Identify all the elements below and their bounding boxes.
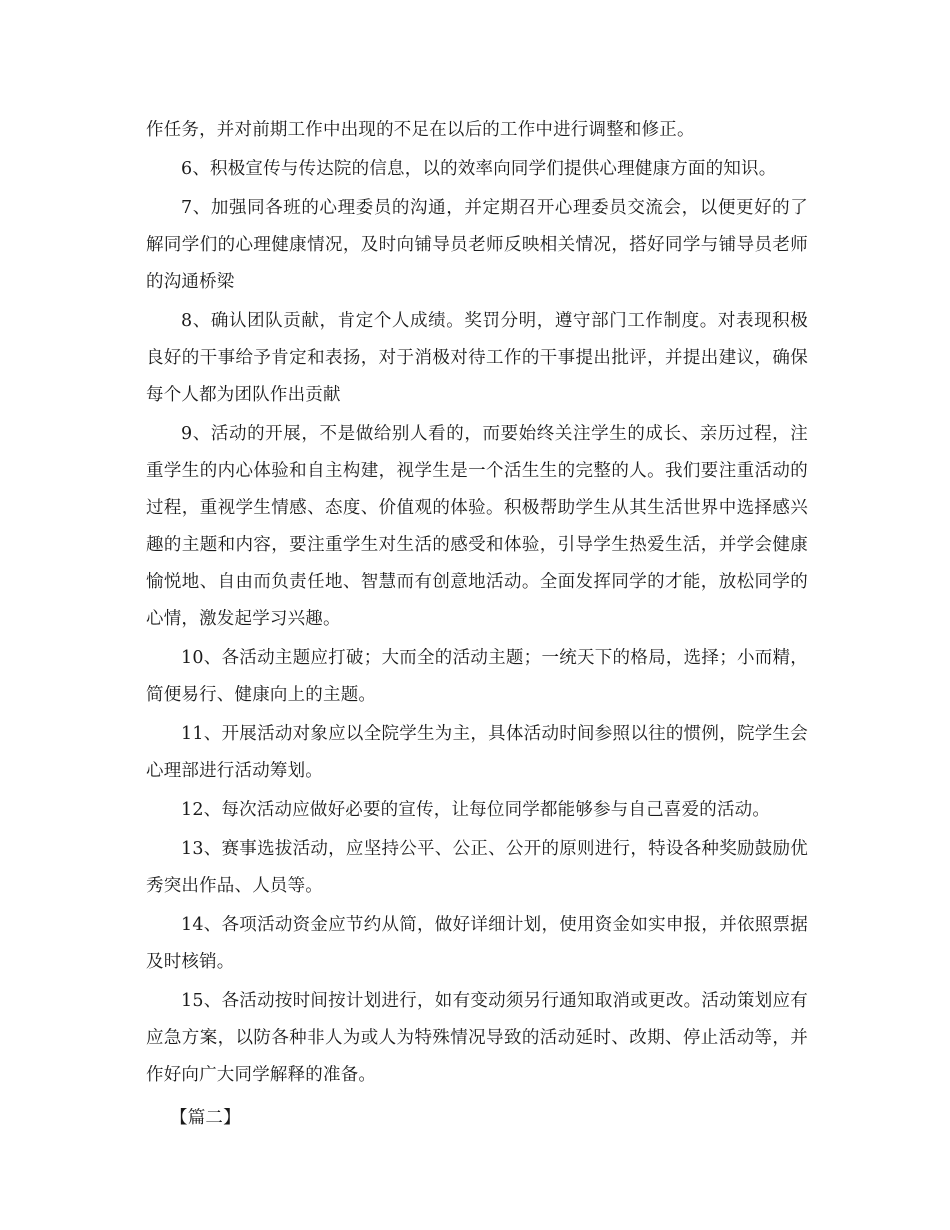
section-heading: 【篇二】	[170, 1108, 241, 1128]
paragraph-item-9: 9、活动的开展，不是做给别人看的，而要始终关注学生的成长、亲历过程，注重学生的内心体验和自主构建，视学生是一个活生生的完整的人。我们要注重活动的过程，重视学生情感、态度、价值观的体验。积极帮助学生从其生活世界中选择感兴趣的主题和内容，要注重学生对生活的感受和体验，引导学生热爱生活，并学会健康愉悦地、自由而负责任地、智慧而有创意地活动。全面发挥同学的才能，放松同学的心情，激发起学习兴趣。	[146, 424, 808, 629]
paragraph-item-12: 12、每次活动应做好必要的宣传，让每位同学都能够参与自己喜爱的活动。	[181, 800, 771, 820]
document-body	[146, 112, 808, 1137]
paragraph-item-6: 6、积极宣传与传达院的信息，以的效率向同学们提供心理健康方面的知识。	[181, 159, 777, 179]
paragraph-item-14: 14、各项活动资金应节约从简，做好详细计划，使用资金如实申报，并依照票据及时核销。	[146, 915, 808, 972]
paragraph-item-10: 10、各活动主题应打破；大而全的活动主题；一统天下的格局，选择；小而精，简便易行、健康向上的主题。	[146, 648, 808, 705]
paragraph-item-11: 11、开展活动对象应以全院学生为主，具体活动时间参照以往的惯例，院学生会心理部进行活动筹划。	[146, 724, 808, 781]
paragraph-item-13: 13、赛事选拔活动，应坚持公平、公正、公开的原则进行，特设各种奖励鼓励优秀突出作品、人员等。	[146, 839, 808, 896]
paragraph-item-7: 7、加强同各班的心理委员的沟通，并定期召开心理委员交流会，以便更好的了解同学们的心理健康情况，及时向铺导员老师反映相关情况，搭好同学与铺导员老师的沟通桥梁	[146, 198, 808, 292]
paragraph-continuation: 作任务，并对前期工作中出现的不足在以后的工作中进行调整和修正。	[146, 120, 695, 140]
paragraph-item-15: 15、各活动按时间按计划进行，如有变动须另行通知取消或更改。活动策划应有应急方案，以防各种非人为或人为特殊情况导致的活动延时、改期、停止活动等，并作好向广大同学解释的准备。	[146, 991, 808, 1085]
paragraph-item-8: 8、确认团队贡献，肯定个人成绩。奖罚分明，遵守部门工作制度。对表现积极良好的干事给予肯定和表扬，对于消极对待工作的干事提出批评，并提出建议，确保每个人都为团队作出贡献	[146, 311, 808, 405]
